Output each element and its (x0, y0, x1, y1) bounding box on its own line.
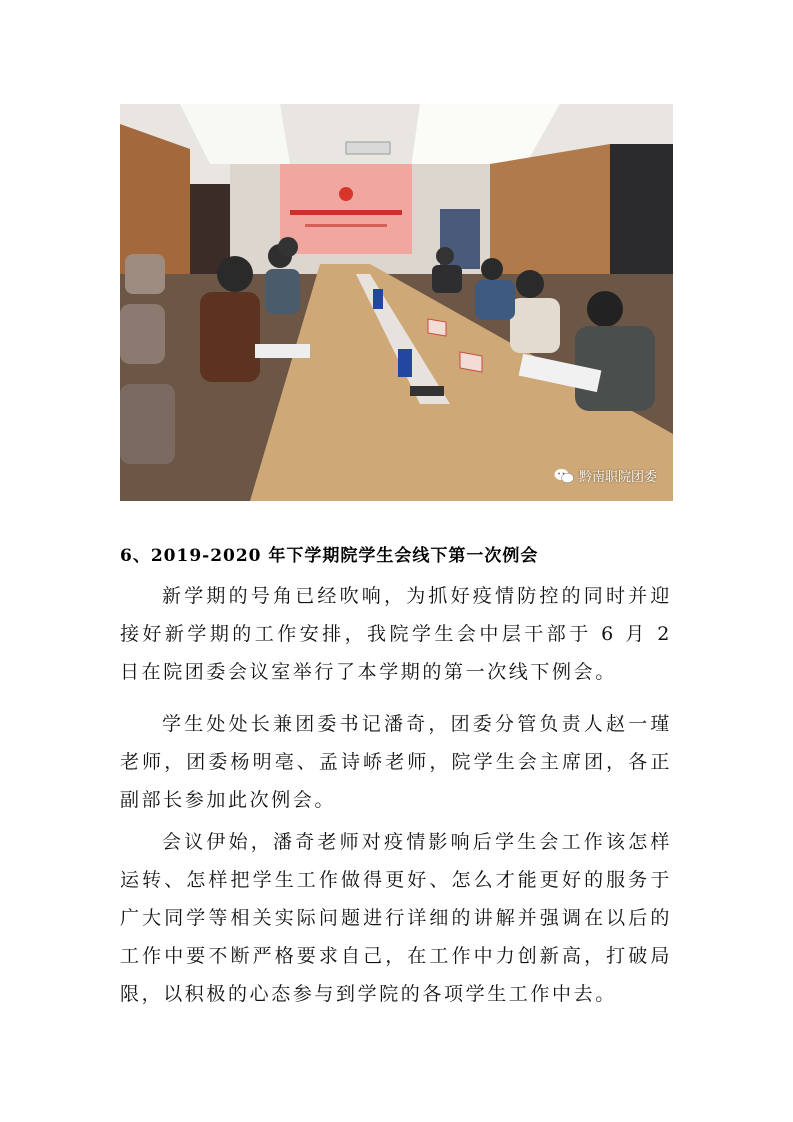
wechat-watermark (554, 466, 657, 485)
section-heading: 6、2019-2020 年下学期院学生会线下第一次例会 (120, 546, 539, 566)
paragraph-3: 会议伊始，潘奇老师对疫情影响后学生会工作该怎样运转、怎样把学生工作做得更好、怎么才能更好的服务于广大同学等相关实际问题进行详细的讲解并强调在以后的工作中要不断严格要求自己，在工作中力创新高，打破局限，以积极的心态参与到学院的各项学生工作中去。 (120, 831, 672, 1005)
wechat-icon (554, 468, 574, 484)
paragraph-1: 新学期的号角已经吹响，为抓好疫情防控的同时并迎接好新学期的工作安排，我院学生会中层干部于 6 月 2 日在院团委会议室举行了本学期的第一次线下例会。 (120, 585, 672, 683)
paragraph-2: 学生处处长兼团委书记潘奇，团委分管负责人赵一瑾老师，团委杨明亳、孟诗峤老师，院学生会主席团，各正副部长参加此次例会。 (120, 713, 672, 811)
watermark-text: 黔南职院团委 (578, 470, 657, 485)
meeting-photo (120, 104, 673, 501)
projection-screen (280, 164, 412, 254)
meeting-photo-illustration (120, 104, 673, 501)
